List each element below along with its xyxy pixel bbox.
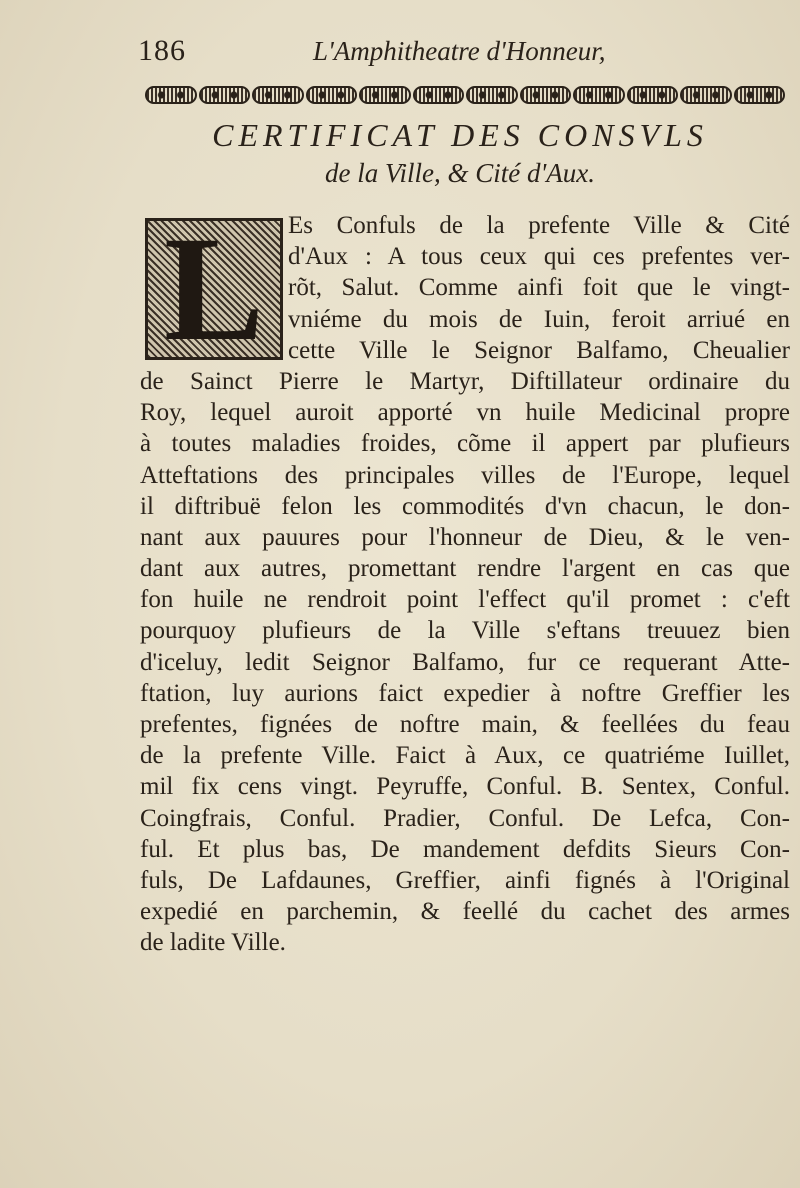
text-line: dant aux autres, promettant rendre l'argent en cas que (140, 555, 790, 583)
page-number: 186 (138, 34, 186, 67)
drop-cap-letter: L (163, 206, 265, 372)
heading-line-1: CERTIFICAT DES CONSVLS (212, 117, 708, 153)
text-line: Atteftations des principales villes de l'Europe, lequel (140, 461, 790, 489)
running-title: L'Amphitheatre d'Honneur, (313, 36, 606, 66)
text-line: de ladite Ville. (140, 929, 286, 957)
text-line: ful. Et plus bas, De mandement defdits Sieurs Con- (140, 835, 790, 863)
text-line: de Sainct Pierre le Martyr, Diftillateur ordinaire du (140, 367, 790, 395)
text-line: de la prefente Ville. Faict à Aux, ce quatriéme Iuillet, (140, 742, 790, 770)
text-line: ftation, luy aurions faict expedier à noftre Greffier les (140, 679, 790, 707)
text-line: rõt, Salut. Comme ainfi foit que le vingt- (288, 274, 790, 302)
text-line: Coingfrais, Conful. Pradier, Conful. De Lefca, Con- (140, 804, 790, 832)
text-line: mil fix cens vingt. Peyruffe, Conful. B. Sentex, Conful. (140, 773, 790, 801)
ornamental-band (145, 86, 785, 106)
text-line: vniéme du mois de Iuin, feroit arriué en (288, 305, 790, 333)
text-line: nant aux pauures pour l'honneur de Dieu, & le ven- (140, 523, 790, 551)
text-line: Es Confuls de la prefente Ville & Cité (288, 212, 790, 239)
body-text (140, 206, 790, 959)
section-heading (140, 116, 780, 190)
text-line: à toutes maladies froides, cõme il appert par plufieurs (140, 430, 790, 458)
text-line: d'Aux : A tous ceux qui ces prefentes ver- (288, 243, 790, 271)
text-line: fon huile ne rendroit point l'effect qu'il promet : c'eft (140, 586, 790, 614)
text-line: Roy, lequel auroit apporté vn huile Medicinal propre (140, 399, 790, 427)
text-line: prefentes, fignées de noftre main, & feellées du feau (140, 711, 790, 738)
page-header (138, 34, 738, 74)
text-line: pourquoy plufieurs de la Ville s'eftans treuuez bien (140, 617, 790, 645)
text-line: il diftribuë felon les commodités d'vn chacun, le don- (140, 492, 790, 520)
text-line: d'iceluy, ledit Seignor Balfamo, fur ce requerant Atte- (140, 648, 790, 676)
text-line: expedié en parchemin, & feellé du cachet des armes (140, 898, 790, 926)
heading-line-2: de la Ville, & Cité d'Aux. (325, 158, 595, 188)
text-line: cette Ville le Seignor Balfamo, Cheualier (288, 336, 790, 364)
text-line: fuls, De Lafdaunes, Greffier, ainfi fignés à l'Original (140, 866, 790, 894)
